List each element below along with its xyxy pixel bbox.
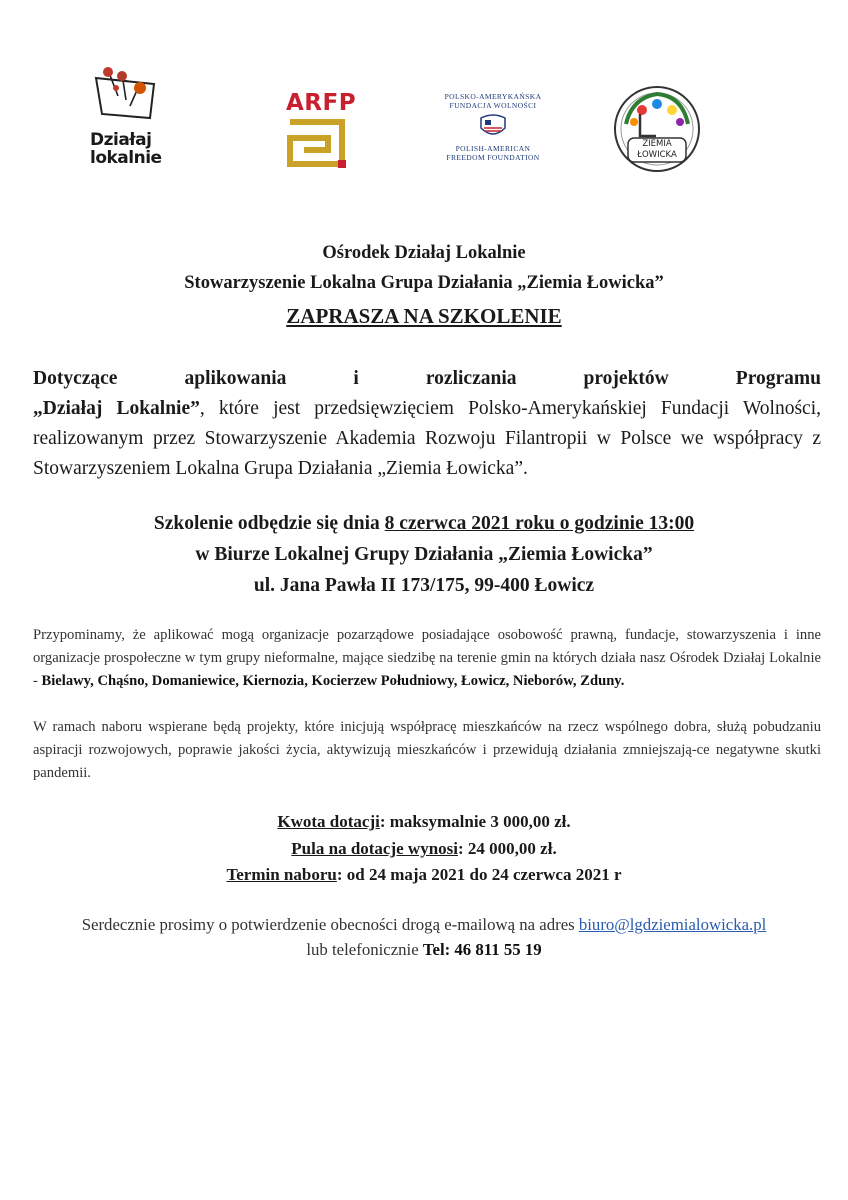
event-address: ul. Jana Pawła II 173/175, 99-400 Łowicz: [253, 575, 595, 596]
event-date-line: [40, 513, 808, 535]
deadline-line: [40, 865, 808, 885]
phone-number: Tel: 46 811 55 19: [422, 940, 542, 959]
grant-amount-line: [40, 812, 808, 832]
termin-value: : od 24 maja 2021 do 24 czerwca 2021 r: [336, 865, 622, 884]
phone-prefix: lub telefonicznie: [306, 940, 423, 959]
logo-bar: [0, 58, 848, 178]
association-name: Stowarzyszenie Lokalna Grupa Działania „Ziemia Łowicka”: [184, 273, 664, 293]
email-link[interactable]: biuro@lgdziemialowicka.pl: [578, 915, 767, 934]
dzialaj-line2: lokalnie: [90, 148, 162, 168]
phone-line: [40, 940, 808, 960]
dzialaj-lokalnie-logo: [88, 66, 168, 176]
pafw-pl-line1: POLSKO-AMERYKAŃSKA: [444, 92, 542, 101]
grant-pool-line: [40, 839, 808, 859]
pula-label: Pula na dotacje wynosi: [291, 839, 459, 858]
flag-icon: [478, 114, 508, 140]
event-date: 8 czerwca 2021 roku o godzinie 13:00: [384, 513, 695, 534]
pafw-pl-line2: FUNDACJA WOLNOŚCI: [449, 101, 537, 110]
pafw-en-line2: FREEDOM FOUNDATION: [446, 153, 540, 162]
ziemia-line2: ŁOWICKA: [637, 150, 677, 160]
termin-label: Termin naboru: [226, 865, 337, 884]
intro-rest: , które jest przedsięwzięciem Polsko-Amerykańskiej Fundacji Wolności, realizowanym przez Stowarzyszenie Akademia Rozwoju Filantropii w Polsce we współpracy z Stowarzyszeniem Lokalna Grupa Działania „Ziemia Łowicka”.: [33, 398, 821, 479]
page-title: ZAPRASZA NA SZKOLENIE: [286, 304, 562, 328]
program-name: „Działaj Lokalnie”: [33, 398, 200, 419]
contact-text: Serdecznie prosimy o potwierdzenie obecności drogą e-mailową na adres: [81, 915, 579, 934]
dzialaj-line1: Działaj: [90, 130, 152, 150]
intro-first-line: Dotyczące aplikowania i rozliczania projektów Programu: [33, 368, 821, 389]
event-place: w Biurze Lokalnej Grupy Działania „Ziemia Łowicka”: [195, 544, 653, 565]
organizer-name: Ośrodek Działaj Lokalnie: [322, 243, 526, 263]
event-prefix: Szkolenie odbędzie się dnia: [153, 513, 385, 534]
arfp-logo: [286, 90, 356, 170]
intro-paragraph: [33, 364, 821, 484]
projects-paragraph: W ramach naboru wspierane będą projekty, które inicjują współpracę mieszkańców na rzecz wspólnego dobra, służą pobudzaniu aspiracji rozwojowych, poprawie jakości życia, aktywizują mieszkańców i przewidują działania zmniejszają-ce negatywne skutki pandemii.: [33, 719, 821, 781]
kwota-label: Kwota dotacji: [277, 812, 380, 831]
ziemia-line1: ZIEMIA: [642, 139, 672, 149]
eligibility-paragraph: [33, 624, 821, 693]
pafw-en-line1: POLISH-AMERICAN: [455, 144, 531, 153]
eligibility-text: Przypominamy, że aplikować mogą organizacje pozarządowe posiadające osobowość prawną, fundacje, stowarzyszenia i inne organizacje prospołeczne w tym grupy nieformalne, mające siedzibę na terenie gmin na których działa nasz Ośrodek Działaj Lokalnie -: [33, 627, 821, 689]
pafw-logo: [438, 92, 548, 172]
pula-value: : 24 000,00 zł.: [458, 839, 557, 858]
arfp-mark-icon: [286, 118, 348, 168]
ziemia-lowicka-logo: [612, 84, 702, 174]
gminy-list: Bielawy, Chąśno, Domaniewice, Kiernozia, Kocierzew Południowy, Łowicz, Nieborów, Zduny.: [41, 673, 625, 689]
kwota-value: : maksymalnie 3 000,00 zł.: [379, 812, 571, 831]
contact-line: [20, 915, 828, 935]
arfp-text: ARFP: [286, 90, 357, 116]
flowers-icon: [88, 66, 168, 126]
